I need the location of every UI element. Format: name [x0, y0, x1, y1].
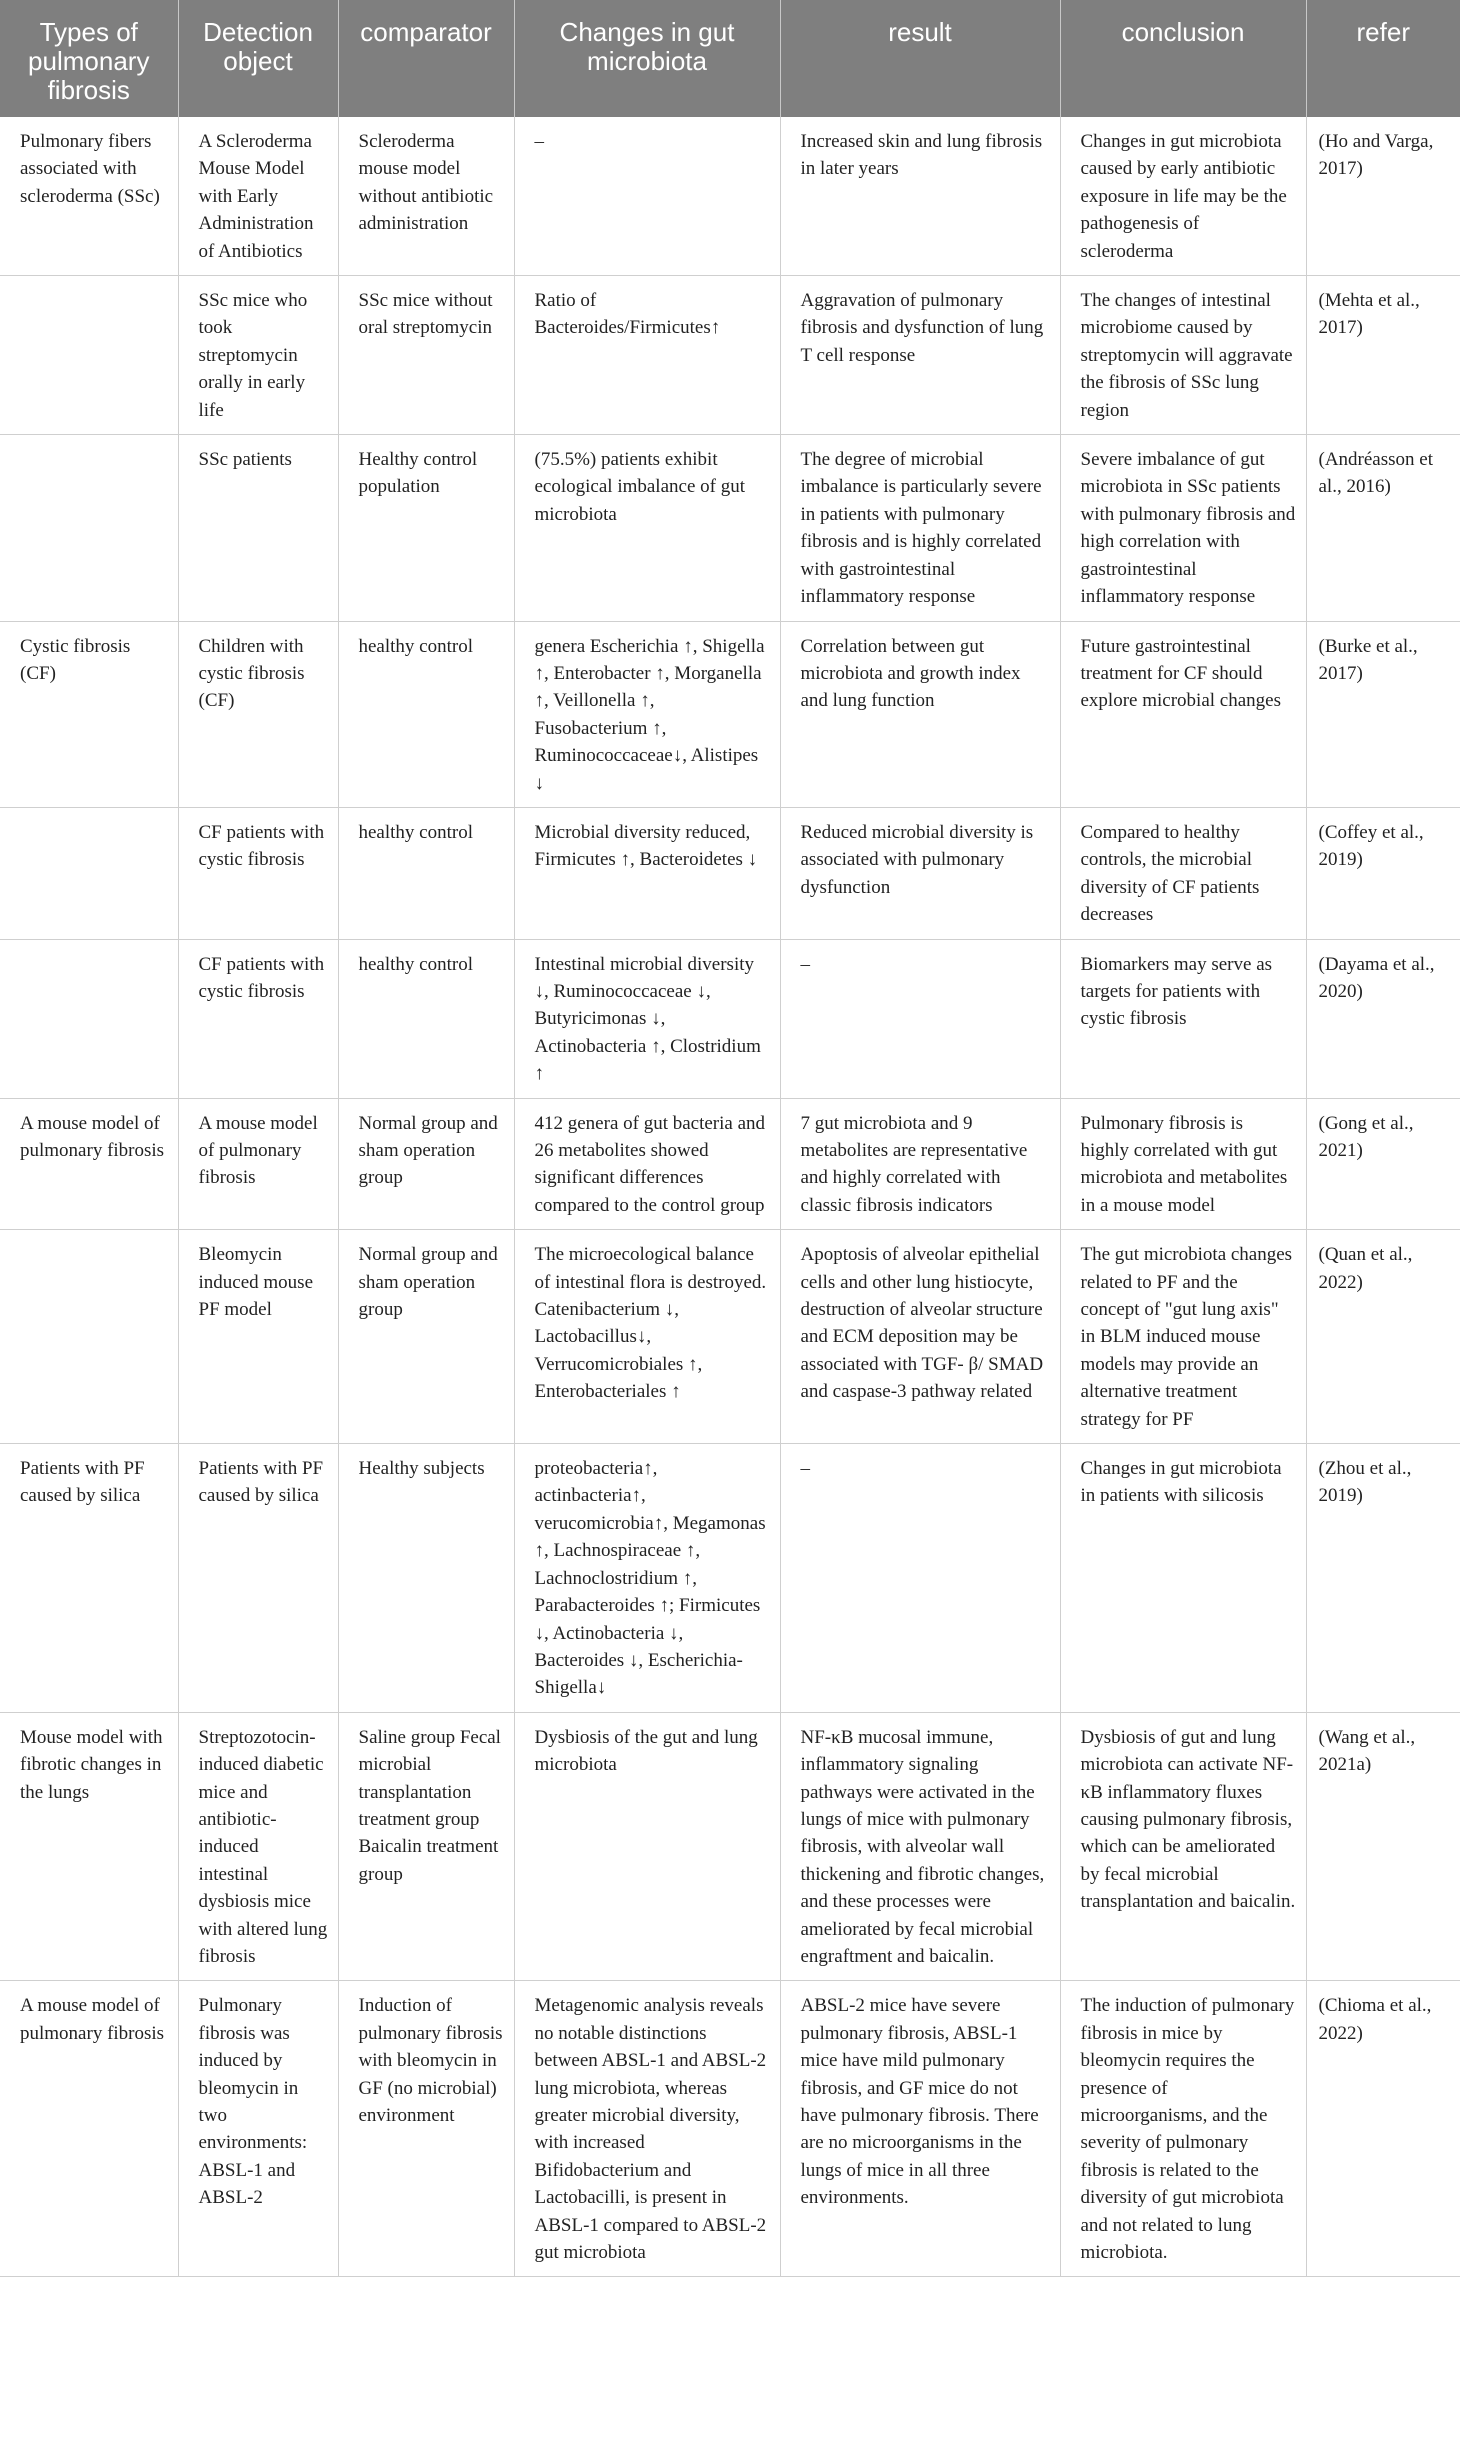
cell-detection-object: SSc patients	[178, 435, 338, 621]
cell-type	[0, 939, 178, 1098]
cell-comparator: Healthy subjects	[338, 1444, 514, 1713]
header-changes: Changes in gut microbiota	[514, 0, 780, 117]
cell-detection-object: A Scleroderma Mouse Model with Early Administration of Antibiotics	[178, 117, 338, 276]
table-row	[0, 435, 1460, 621]
cell-conclusion: The induction of pulmonary fibrosis in mice by bleomycin requires the presence of microorganisms, and the severity of pulmonary fibrosis is related to the diversity of gut microbiota and not related to lung microbiota.	[1060, 1981, 1306, 2277]
table-row	[0, 939, 1460, 1098]
cell-refer[interactable]: (Wang et al., 2021a)	[1306, 1712, 1460, 1981]
cell-refer[interactable]: (Burke et al., 2017)	[1306, 621, 1460, 807]
cell-result: Correlation between gut microbiota and growth index and lung function	[780, 621, 1060, 807]
table-row	[0, 1098, 1460, 1230]
cell-conclusion: Compared to healthy controls, the microbial diversity of CF patients decreases	[1060, 807, 1306, 939]
header-types: Types of pulmonary fibrosis	[0, 0, 178, 117]
cell-comparator: Scleroderma mouse model without antibiotic administration	[338, 117, 514, 276]
cell-type: Mouse model with fibrotic changes in the lungs	[0, 1712, 178, 1981]
cell-type	[0, 807, 178, 939]
table-row	[0, 1444, 1460, 1713]
cell-changes: –	[514, 117, 780, 276]
cell-changes: Dysbiosis of the gut and lung microbiota	[514, 1712, 780, 1981]
cell-detection-object: Patients with PF caused by silica	[178, 1444, 338, 1713]
cell-type: A mouse model of pulmonary fibrosis	[0, 1981, 178, 2277]
cell-type: Cystic fibrosis (CF)	[0, 621, 178, 807]
header-comparator: comparator	[338, 0, 514, 117]
cell-refer[interactable]: (Andréasson et al., 2016)	[1306, 435, 1460, 621]
cell-result: The degree of microbial imbalance is particularly severe in patients with pulmonary fibrosis and is highly correlated with gastrointestinal inflammatory response	[780, 435, 1060, 621]
cell-refer[interactable]: (Ho and Varga, 2017)	[1306, 117, 1460, 276]
header-detection-object: Detection object	[178, 0, 338, 117]
table-row	[0, 1712, 1460, 1981]
table-row	[0, 1981, 1460, 2277]
cell-detection-object: CF patients with cystic fibrosis	[178, 807, 338, 939]
cell-refer[interactable]: (Quan et al., 2022)	[1306, 1230, 1460, 1444]
cell-comparator: Induction of pulmonary fibrosis with bleomycin in GF (no microbial) environment	[338, 1981, 514, 2277]
cell-comparator: healthy control	[338, 939, 514, 1098]
cell-refer[interactable]: (Gong et al., 2021)	[1306, 1098, 1460, 1230]
cell-comparator: healthy control	[338, 621, 514, 807]
cell-result: Reduced microbial diversity is associated with pulmonary dysfunction	[780, 807, 1060, 939]
cell-comparator: SSc mice without oral streptomycin	[338, 276, 514, 435]
cell-comparator: healthy control	[338, 807, 514, 939]
cell-detection-object: SSc mice who took streptomycin orally in early life	[178, 276, 338, 435]
cell-changes: Intestinal microbial diversity ↓, Ruminococcaceae ↓, Butyricimonas ↓, Actinobacteria ↑, Clostridium ↑	[514, 939, 780, 1098]
cell-detection-object: Pulmonary fibrosis was induced by bleomycin in two environments: ABSL-1 and ABSL-2	[178, 1981, 338, 2277]
header-conclusion: conclusion	[1060, 0, 1306, 117]
cell-type: Pulmonary fibers associated with scleroderma (SSc)	[0, 117, 178, 276]
cell-detection-object: Children with cystic fibrosis (CF)	[178, 621, 338, 807]
cell-conclusion: Biomarkers may serve as targets for patients with cystic fibrosis	[1060, 939, 1306, 1098]
cell-conclusion: The changes of intestinal microbiome caused by streptomycin will aggravate the fibrosis of SSc lung region	[1060, 276, 1306, 435]
cell-changes: (75.5%) patients exhibit ecological imbalance of gut microbiota	[514, 435, 780, 621]
cell-comparator: Normal group and sham operation group	[338, 1230, 514, 1444]
cell-conclusion: Pulmonary fibrosis is highly correlated with gut microbiota and metabolites in a mouse model	[1060, 1098, 1306, 1230]
table-row	[0, 276, 1460, 435]
cell-refer[interactable]: (Chioma et al., 2022)	[1306, 1981, 1460, 2277]
cell-refer[interactable]: (Dayama et al., 2020)	[1306, 939, 1460, 1098]
cell-result: Aggravation of pulmonary fibrosis and dysfunction of lung T cell response	[780, 276, 1060, 435]
cell-result: –	[780, 1444, 1060, 1713]
cell-detection-object: A mouse model of pulmonary fibrosis	[178, 1098, 338, 1230]
cell-changes: Ratio of Bacteroides/Firmicutes↑	[514, 276, 780, 435]
cell-refer[interactable]: (Mehta et al., 2017)	[1306, 276, 1460, 435]
cell-changes: 412 genera of gut bacteria and 26 metabolites showed significant differences compared to the control group	[514, 1098, 780, 1230]
cell-refer[interactable]: (Coffey et al., 2019)	[1306, 807, 1460, 939]
cell-result: –	[780, 939, 1060, 1098]
cell-comparator: Saline group Fecal microbial transplantation treatment group Baicalin treatment group	[338, 1712, 514, 1981]
cell-changes: Metagenomic analysis reveals no notable distinctions between ABSL-1 and ABSL-2 lung microbiota, whereas greater microbial diversity, with increased Bifidobacterium and Lactobacilli, is present in ABSL-1 compared to ABSL-2 gut microbiota	[514, 1981, 780, 2277]
cell-type: Patients with PF caused by silica	[0, 1444, 178, 1713]
table-row	[0, 807, 1460, 939]
cell-type	[0, 435, 178, 621]
cell-comparator: Healthy control population	[338, 435, 514, 621]
cell-conclusion: The gut microbiota changes related to PF and the concept of "gut lung axis" in BLM induced mouse models may provide an alternative treatment strategy for PF	[1060, 1230, 1306, 1444]
cell-result: Increased skin and lung fibrosis in later years	[780, 117, 1060, 276]
cell-type: A mouse model of pulmonary fibrosis	[0, 1098, 178, 1230]
cell-refer[interactable]: (Zhou et al., 2019)	[1306, 1444, 1460, 1713]
table-row	[0, 117, 1460, 276]
cell-type	[0, 1230, 178, 1444]
cell-conclusion: Severe imbalance of gut microbiota in SSc patients with pulmonary fibrosis and high correlation with gastrointestinal inflammatory response	[1060, 435, 1306, 621]
cell-type	[0, 276, 178, 435]
cell-result: 7 gut microbiota and 9 metabolites are representative and highly correlated with classic fibrosis indicators	[780, 1098, 1060, 1230]
cell-changes: Microbial diversity reduced, Firmicutes ↑, Bacteroidetes ↓	[514, 807, 780, 939]
cell-comparator: Normal group and sham operation group	[338, 1098, 514, 1230]
cell-changes: The microecological balance of intestinal flora is destroyed. Catenibacterium ↓, Lactobacillus↓, Verrucomicrobiales ↑, Enterobacteriales ↑	[514, 1230, 780, 1444]
cell-conclusion: Dysbiosis of gut and lung microbiota can activate NF-κB inflammatory fluxes causing pulmonary fibrosis, which can be ameliorated by fecal microbial transplantation and baicalin.	[1060, 1712, 1306, 1981]
cell-changes: genera Escherichia ↑, Shigella ↑, Enterobacter ↑, Morganella ↑, Veillonella ↑, Fusobacterium ↑, Ruminococcaceae↓, Alistipes ↓	[514, 621, 780, 807]
cell-conclusion: Future gastrointestinal treatment for CF should explore microbial changes	[1060, 621, 1306, 807]
cell-detection-object: Streptozotocin-induced diabetic mice and antibiotic-induced intestinal dysbiosis mice with altered lung fibrosis	[178, 1712, 338, 1981]
header-row	[0, 0, 1460, 117]
cell-detection-object: CF patients with cystic fibrosis	[178, 939, 338, 1098]
cell-conclusion: Changes in gut microbiota in patients with silicosis	[1060, 1444, 1306, 1713]
cell-conclusion: Changes in gut microbiota caused by early antibiotic exposure in life may be the pathogenesis of scleroderma	[1060, 117, 1306, 276]
header-result: result	[780, 0, 1060, 117]
cell-result: ABSL-2 mice have severe pulmonary fibrosis, ABSL-1 mice have mild pulmonary fibrosis, and GF mice do not have pulmonary fibrosis. There are no microorganisms in the lungs of mice in all three environments.	[780, 1981, 1060, 2277]
cell-changes: proteobacteria↑, actinbacteria↑, verucomicrobia↑, Megamonas ↑, Lachnospiraceae ↑, Lachnoclostridium ↑, Parabacteroides ↑; Firmicutes ↓, Actinobacteria ↓, Bacteroides ↓, Escherichia-Shigella↓	[514, 1444, 780, 1713]
cell-detection-object: Bleomycin induced mouse PF model	[178, 1230, 338, 1444]
cell-result: NF-κB mucosal immune, inflammatory signaling pathways were activated in the lungs of mice with pulmonary fibrosis, with alveolar wall thickening and fibrotic changes, and these processes were ameliorated by fecal microbial engraftment and baicalin.	[780, 1712, 1060, 1981]
cell-result: Apoptosis of alveolar epithelial cells and other lung histiocyte, destruction of alveolar structure and ECM deposition may be associated with TGF- β/ SMAD and caspase-3 pathway related	[780, 1230, 1060, 1444]
table-row	[0, 1230, 1460, 1444]
table-row	[0, 621, 1460, 807]
header-refer: refer	[1306, 0, 1460, 117]
